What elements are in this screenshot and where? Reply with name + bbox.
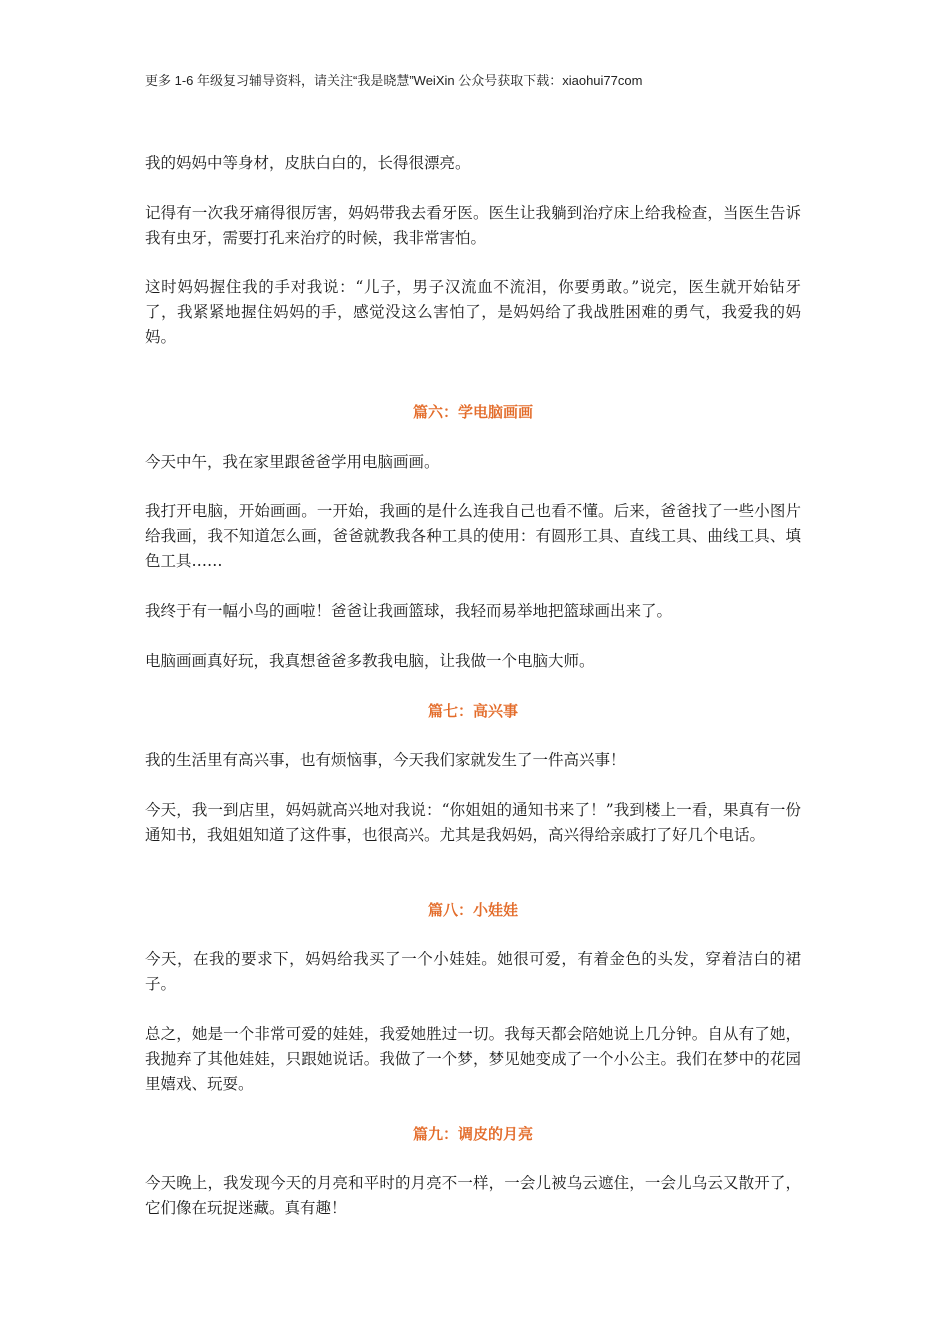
paragraph-4: 今天中午，我在家里跟爸爸学用电脑画画。 (145, 453, 440, 471)
paragraph-7: 电脑画画真好玩，我真想爸爸多教我电脑，让我做一个电脑大师。 (145, 652, 595, 670)
page-header-note: 更多 1-6 年级复习辅导资料，请关注“我是晓慧”WeiXin 公众号获取下载：xiaohui77com (145, 73, 643, 88)
paragraph-11: 总之，她是一个非常可爱的娃娃，我爱她胜过一切。我每天都会陪她说上几分钟。自从有了她，我抛弃了其他娃娃，只跟她说话。我做了一个梦，梦见她变成了一个小公主。我们在梦中的花园里嬉戏、玩耍。 (145, 1025, 801, 1093)
heading-chapter-8: 篇八：小娃娃 (427, 901, 518, 919)
paragraph-8: 我的生活里有高兴事，也有烦恼事，今天我们家就发生了一件高兴事！ (145, 751, 626, 769)
heading-chapter-6: 篇六：学电脑画画 (412, 403, 533, 421)
paragraph-10: 今天，在我的要求下，妈妈给我买了一个小娃娃。她很可爱，有着金色的头发，穿着洁白的裙子。 (145, 950, 801, 993)
paragraph-6: 我终于有一幅小鸟的画啦！爸爸让我画篮球，我轻而易举地把篮球画出来了。 (145, 602, 673, 620)
paragraph-12: 今天晚上，我发现今天的月亮和平时的月亮不一样，一会儿被乌云遮住，一会儿乌云又散开了，它们像在玩捉迷藏。真有趣！ (145, 1174, 801, 1217)
paragraph-9: 今天，我一到店里，妈妈就高兴地对我说：“你姐姐的通知书来了！”我到楼上一看，果真有一份通知书，我姐姐知道了这件事，也很高兴。尤其是我妈妈，高兴得给亲戚打了好几个电话。 (145, 801, 801, 844)
heading-chapter-7: 篇七：高兴事 (427, 702, 518, 720)
paragraph-1: 我的妈妈中等身材，皮肤白白的，长得很漂亮。 (145, 154, 471, 172)
paragraph-2: 记得有一次我牙痛得很厉害，妈妈带我去看牙医。医生让我躺到治疗床上给我检查，当医生告诉我有虫牙，需要打孔来治疗的时候，我非常害怕。 (145, 204, 801, 247)
paragraph-5: 我打开电脑，开始画画。一开始，我画的是什么连我自己也看不懂。后来，爸爸找了一些小图片给我画，我不知道怎么画，爸爸就教我各种工具的使用：有圆形工具、直线工具、曲线工具、填色工具…… (145, 502, 801, 570)
paragraph-3: 这时妈妈握住我的手对我说：“儿子，男子汉流血不流泪，你要勇敢。”说完，医生就开始钻牙了，我紧紧地握住妈妈的手，感觉没这么害怕了，是妈妈给了我战胜困难的勇气，我爱我的妈妈。 (145, 278, 801, 346)
heading-chapter-9: 篇九：调皮的月亮 (412, 1125, 533, 1143)
